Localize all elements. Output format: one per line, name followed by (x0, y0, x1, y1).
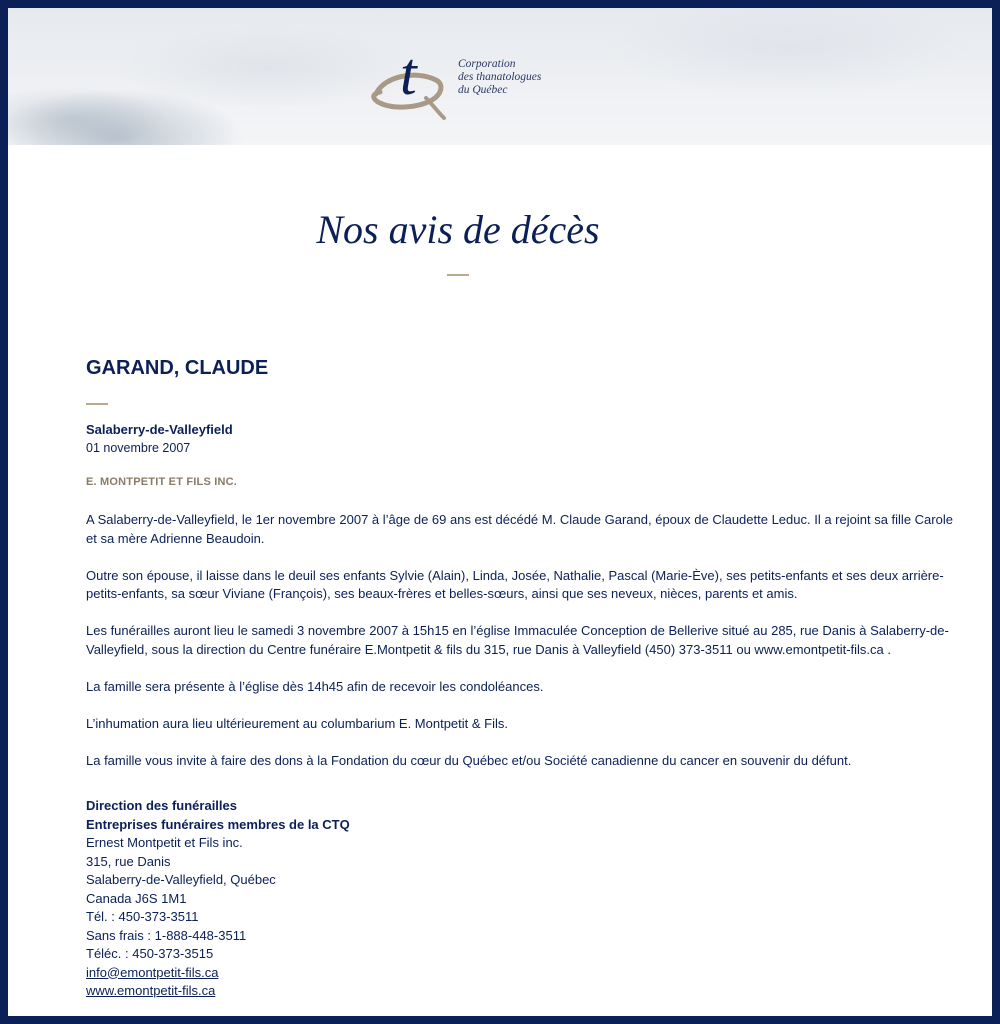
contact-city: Salaberry-de-Valleyfield, Québec (86, 872, 276, 887)
contact-street: 315, rue Danis (86, 853, 171, 869)
logo-text-line-3: du Québec (458, 84, 508, 96)
notice-paragraph: Les funérailles auront lieu le samedi 3 novembre 2007 à 15h15 en l’église Immaculée Conception de Bellerive situé au 285, rue Danis à Salaberry-de-Valleyfield, sous la direction du Centre funéraire E.Montpetit & fils du 315, rue Danis à Valleyfield (450) 373-3511 ou www.emontpetit-fils.ca . (86, 623, 949, 657)
ctq-logo[interactable] (370, 36, 560, 122)
page-frame (8, 8, 992, 1016)
deceased-name: GARAND, CLAUDE (86, 357, 269, 379)
logo-wordmark (458, 58, 541, 97)
ctq-logo-icon (370, 36, 450, 122)
contact-toll-free: Sans frais : 1-888-448-3511 (86, 927, 247, 943)
contact-company: Ernest Montpetit et Fils inc. (86, 835, 243, 850)
notice-body (86, 511, 956, 789)
notice-date: 01 novembre 2007 (86, 441, 191, 455)
contact-fax: Téléc. : 450-373-3515 (86, 946, 214, 961)
notice-paragraph: La famille vous invite à faire des dons à la Fondation du cœur du Québec et/ou Société canadienne du cancer en souvenir du défunt. (86, 752, 852, 768)
svg-text:t: t (400, 41, 417, 107)
contact-postal: Canada J6S 1M1 (86, 890, 187, 906)
logo-text-line-2: des thanatologues (458, 71, 542, 83)
contact-heading-members: Entreprises funéraires membres de la CTQ (86, 816, 350, 832)
contact-phone: Tél. : 450-373-3511 (86, 909, 199, 924)
page-title: Nos avis de décès (316, 207, 600, 252)
notice-paragraph: A Salaberry-de-Valleyfield, le 1er novembre 2007 à l’âge de 69 ans est décédé M. Claude Garand, époux de Claudette Leduc. Il a rejoint sa fille Carole et sa mère Adrienne Beaudoin. (86, 512, 953, 546)
contact-heading-direction: Direction des funérailles (86, 798, 237, 813)
notice-paragraph: Outre son épouse, il laisse dans le deuil ses enfants Sylvie (Alain), Linda, Josée, Nathalie, Pascal (Marie-Ève), ses petits-enfants et ses deux arrière-petits-enfants, sa sœur Viviane (François), ses beaux-frères et belles-sœurs, ainsi que ses neveux, nièces, parents et amis. (86, 567, 944, 601)
name-divider (86, 403, 108, 405)
funeral-company-label: E. MONTPETIT ET FILS INC. (86, 476, 238, 488)
logo-text-line-1: Corporation (458, 58, 516, 70)
title-divider (447, 274, 469, 276)
notice-paragraph: L’inhumation aura lieu ultérieurement au columbarium E. Montpetit & Fils. (86, 715, 508, 731)
contact-email-link[interactable]: info@emontpetit-fils.ca (86, 964, 219, 980)
contact-website-link[interactable]: www.emontpetit-fils.ca (86, 983, 216, 998)
notice-paragraph: La famille sera présente à l’église dès 14h45 afin de recevoir les condoléances. (86, 678, 544, 694)
notice-city: Salaberry-de-Valleyfield (86, 422, 233, 437)
contact-block (86, 797, 350, 1001)
header-banner (8, 8, 992, 145)
